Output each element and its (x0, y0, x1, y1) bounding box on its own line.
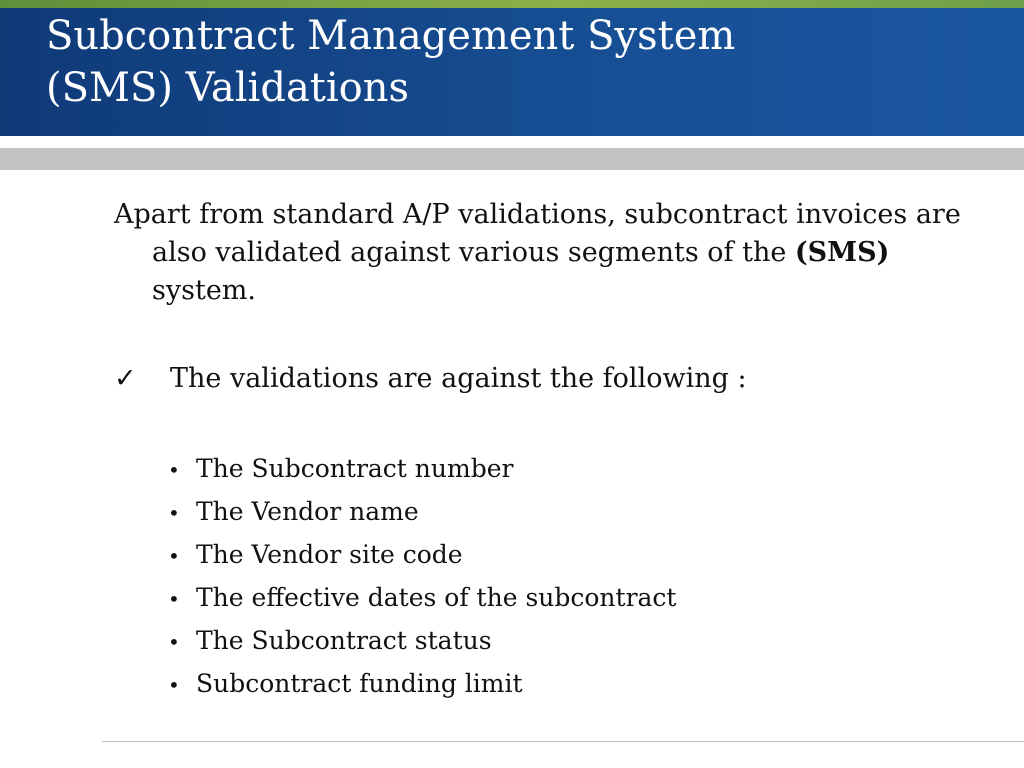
intro-paragraph (114, 196, 974, 310)
list-item-text: The Subcontract number (196, 454, 514, 483)
bullet-icon: • (168, 587, 180, 611)
list-item-text: The Vendor site code (196, 540, 463, 569)
bullet-icon: • (168, 673, 180, 697)
list-item (168, 620, 676, 663)
divider-bar (0, 148, 1024, 170)
bullet-icon: • (168, 544, 180, 568)
slide-title-line-2: (SMS) Validations (46, 65, 410, 111)
title-band (0, 8, 1024, 136)
checkmark-icon: ✓ (114, 363, 137, 394)
slide-title (46, 10, 735, 114)
list-item (168, 534, 676, 577)
validations-heading (114, 360, 747, 398)
list-item-text: The effective dates of the subcontract (196, 583, 677, 612)
intro-bold-sms: (SMS) (794, 237, 890, 268)
intro-text-end: system. (152, 275, 256, 306)
list-item (168, 448, 676, 491)
validations-heading-text: The validations are against the following : (170, 363, 747, 394)
validation-list (168, 448, 676, 706)
list-item (168, 663, 676, 706)
list-item (168, 491, 676, 534)
list-item-text: The Vendor name (196, 497, 419, 526)
bottom-rule (102, 741, 1024, 742)
top-accent-stripe (0, 0, 1024, 8)
bullet-icon: • (168, 501, 180, 525)
list-item-text: The Subcontract status (196, 626, 492, 655)
list-item (168, 577, 676, 620)
bullet-icon: • (168, 630, 180, 654)
slide-body (114, 196, 974, 698)
bullet-icon: • (168, 458, 180, 482)
list-item-text: Subcontract funding limit (196, 669, 523, 698)
slide-title-line-1: Subcontract Management System (46, 13, 736, 59)
intro-text-start: Apart from standard A/P validations, subcontract invoices are also validated against various segments of the (114, 199, 961, 268)
